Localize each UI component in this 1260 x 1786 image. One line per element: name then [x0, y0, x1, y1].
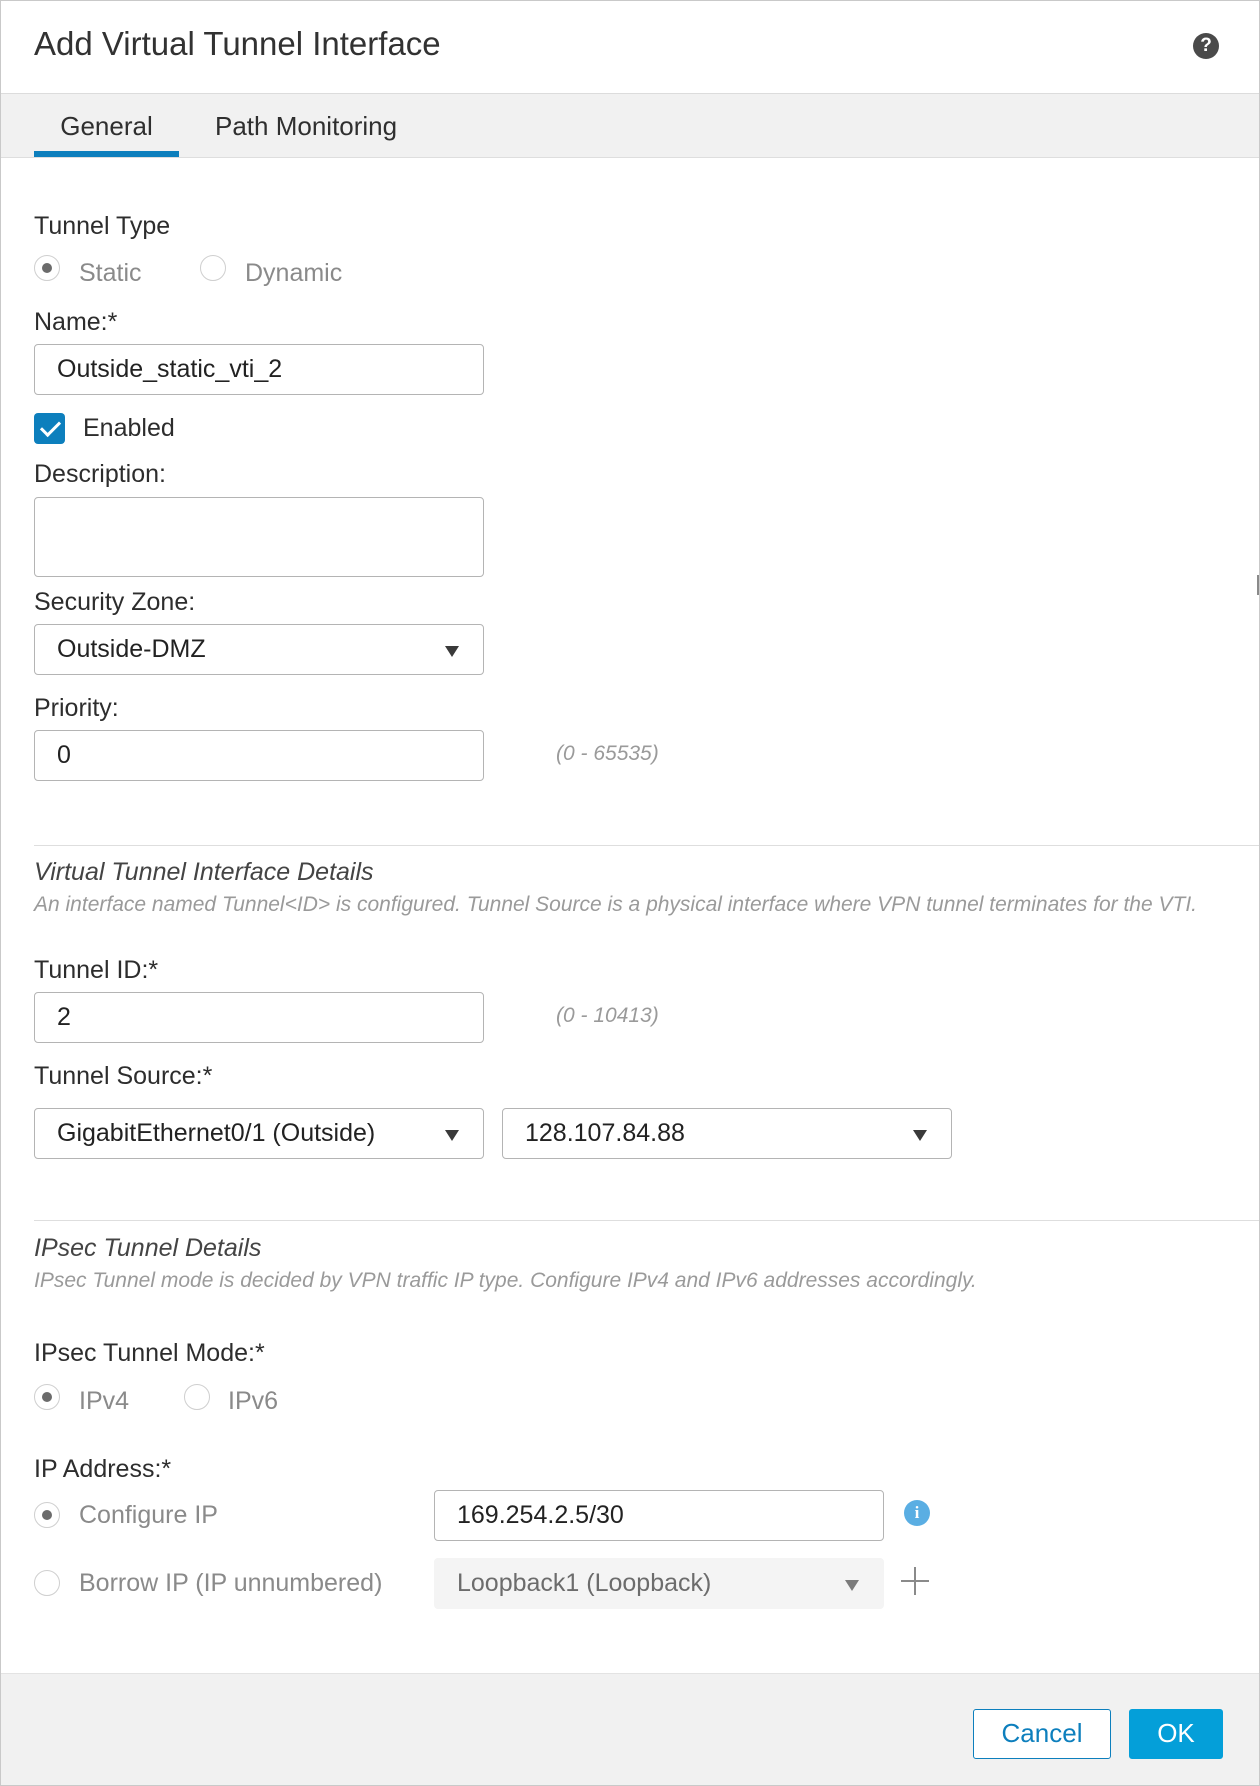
ipsec-details-description: IPsec Tunnel mode is decided by VPN traffic IP type. Configure IPv4 and IPv6 addresses accordingly.: [34, 1269, 977, 1292]
ok-button[interactable]: OK: [1129, 1709, 1223, 1759]
borrow-ip-select[interactable]: [434, 1558, 884, 1609]
name-label: Name:*: [34, 308, 118, 336]
security-zone-value: Outside-DMZ: [57, 635, 206, 663]
ipsec-mode-label: IPsec Tunnel Mode:*: [34, 1339, 265, 1367]
chevron-down-icon: [845, 1580, 859, 1591]
vti-details-title: Virtual Tunnel Interface Details: [34, 858, 374, 886]
ipsec-details-title: IPsec Tunnel Details: [34, 1234, 262, 1262]
priority-input[interactable]: 0: [34, 730, 484, 781]
chevron-down-icon: [445, 1130, 459, 1141]
tunnel-source-interface-value: GigabitEthernet0/1 (Outside): [57, 1119, 376, 1147]
tunnel-id-label: Tunnel ID:*: [34, 956, 159, 984]
tunnel-source-label: Tunnel Source:*: [34, 1062, 213, 1090]
chevron-down-icon: [445, 646, 459, 657]
tunnel-id-range-hint: (0 - 10413): [556, 1004, 659, 1027]
radio-borrow-ip[interactable]: [34, 1570, 60, 1596]
tab-general[interactable]: General: [34, 108, 179, 157]
radio-ipv6[interactable]: [184, 1384, 210, 1410]
section-divider: [34, 845, 1259, 846]
radio-static-label: Static: [79, 259, 142, 287]
help-icon[interactable]: ?: [1193, 33, 1219, 59]
configure-ip-input[interactable]: 169.254.2.5/30: [434, 1490, 884, 1541]
ip-address-label: IP Address:*: [34, 1455, 172, 1483]
description-textarea[interactable]: [34, 497, 484, 577]
radio-borrow-ip-label: Borrow IP (IP unnumbered): [79, 1569, 383, 1597]
enabled-checkbox[interactable]: [34, 413, 65, 444]
tunnel-type-label: Tunnel Type: [34, 212, 171, 240]
radio-configure-ip[interactable]: [34, 1502, 60, 1528]
radio-static[interactable]: [34, 255, 60, 281]
tunnel-source-interface-select[interactable]: [34, 1108, 484, 1159]
enabled-label: Enabled: [83, 414, 175, 442]
security-zone-label: Security Zone:: [34, 588, 196, 616]
tab-bar: [1, 94, 1259, 158]
radio-ipv4[interactable]: [34, 1384, 60, 1410]
dialog-title: Add Virtual Tunnel Interface: [34, 25, 441, 62]
radio-ipv6-label: IPv6: [228, 1387, 279, 1415]
radio-configure-ip-label: Configure IP: [79, 1501, 218, 1529]
chevron-down-icon: [913, 1130, 927, 1141]
dialog-footer: [1, 1673, 1259, 1785]
radio-dynamic[interactable]: [200, 255, 226, 281]
priority-range-hint: (0 - 65535): [556, 742, 659, 765]
tab-path-monitoring[interactable]: Path Monitoring: [215, 111, 398, 141]
description-label: Description:: [34, 460, 166, 488]
tunnel-source-ip-select[interactable]: [502, 1108, 952, 1159]
security-zone-select[interactable]: [34, 624, 484, 675]
dialog-header: [1, 1, 1259, 94]
add-plus-icon[interactable]: [901, 1567, 929, 1595]
borrow-ip-value: Loopback1 (Loopback): [457, 1569, 712, 1597]
priority-label: Priority:: [34, 694, 119, 722]
info-icon[interactable]: i: [904, 1500, 930, 1526]
name-input[interactable]: Outside_static_vti_2: [34, 344, 484, 395]
tunnel-source-ip-value: 128.107.84.88: [525, 1119, 685, 1147]
radio-ipv4-label: IPv4: [79, 1387, 130, 1415]
vti-details-description: An interface named Tunnel<ID> is configured. Tunnel Source is a physical interface where VPN tunnel terminates for the VTI.: [34, 893, 1197, 916]
tunnel-id-input[interactable]: 2: [34, 992, 484, 1043]
radio-dynamic-label: Dynamic: [245, 259, 343, 287]
cancel-button[interactable]: Cancel: [973, 1709, 1111, 1759]
section-divider: [34, 1220, 1259, 1221]
